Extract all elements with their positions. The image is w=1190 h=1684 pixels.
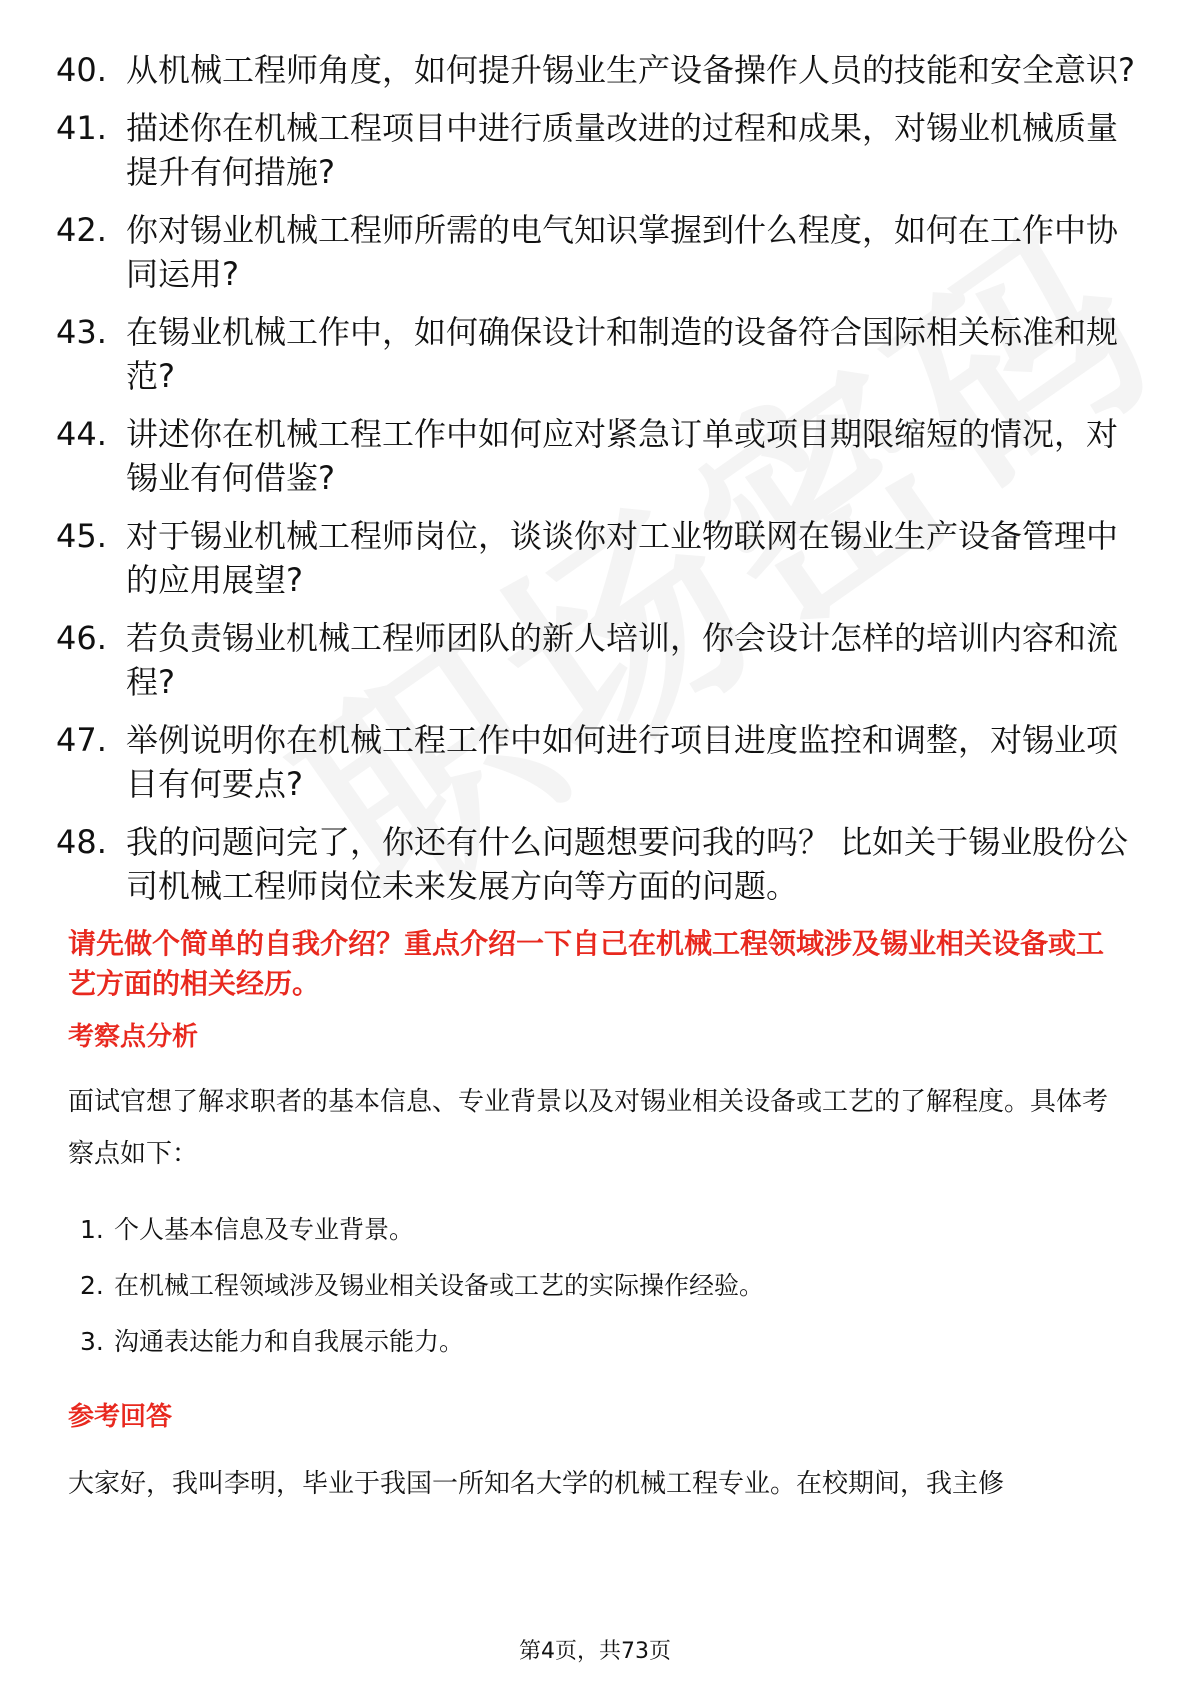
question-text: 你对锡业机械工程师所需的电气知识掌握到什么程度，如何在工作中协同运用?: [126, 211, 1119, 293]
analysis-points: [80, 1212, 764, 1380]
analysis-heading: 考察点分析: [68, 1022, 199, 1052]
point-text: 在机械工程领域涉及锡业相关设备或工艺的实际操作经验。: [114, 1271, 765, 1300]
question-item: [56, 616, 1136, 704]
question-list: [56, 48, 1136, 922]
question-item: [56, 820, 1136, 908]
point-number: 3.: [80, 1327, 104, 1356]
question-text: 从机械工程师角度，如何提升锡业生产设备操作人员的技能和安全意识?: [126, 51, 1135, 89]
point-number: 2.: [80, 1271, 104, 1300]
question-number: 41.: [56, 109, 107, 147]
question-number: 46.: [56, 619, 107, 657]
question-item: [56, 48, 1136, 92]
page-footer: 第4页，共73页: [519, 1639, 671, 1664]
question-text: 我的问题问完了，你还有什么问题想要问我的吗？ 比如关于锡业股份公司机械工程师岗位未来发展方向等方面的问题。: [126, 823, 1129, 905]
analysis-intro: 面试官想了解求职者的基本信息、专业背景以及对锡业相关设备或工艺的了解程度。具体考察点如下：: [68, 1087, 1109, 1169]
question-item: [56, 514, 1136, 602]
answer-text: 大家好，我叫李明，毕业于我国一所知名大学的机械工程专业。在校期间，我主修: [68, 1469, 1005, 1499]
analysis-point: [80, 1212, 764, 1248]
question-item: [56, 718, 1136, 806]
question-text: 对于锡业机械工程师岗位，谈谈你对工业物联网在锡业生产设备管理中的应用展望?: [126, 517, 1119, 599]
question-text: 举例说明你在机械工程工作中如何进行项目进度监控和调整，对锡业项目有何要点?: [126, 721, 1119, 803]
question-number: 42.: [56, 211, 107, 249]
analysis-point: [80, 1324, 764, 1360]
point-number: 1.: [80, 1215, 104, 1244]
answer-heading: 参考回答: [68, 1402, 173, 1432]
analysis-point: [80, 1268, 764, 1304]
question-text: 描述你在机械工程项目中进行质量改进的过程和成果，对锡业机械质量提升有何措施?: [126, 109, 1119, 191]
question-text: 若负责锡业机械工程师团队的新人培训，你会设计怎样的培训内容和流程?: [126, 619, 1119, 701]
question-text: 在锡业机械工作中，如何确保设计和制造的设备符合国际相关标准和规范?: [126, 313, 1119, 395]
point-text: 沟通表达能力和自我展示能力。: [114, 1327, 465, 1356]
question-number: 45.: [56, 517, 107, 555]
question-number: 43.: [56, 313, 107, 351]
question-number: 47.: [56, 721, 107, 759]
question-number: 44.: [56, 415, 107, 453]
question-number: 48.: [56, 823, 107, 861]
question-item: [56, 106, 1136, 194]
question-text: 讲述你在机械工程工作中如何应对紧急订单或项目期限缩短的情况，对锡业有何借鉴?: [126, 415, 1119, 497]
question-item: [56, 412, 1136, 500]
question-item: [56, 310, 1136, 398]
question-item: [56, 208, 1136, 296]
point-text: 个人基本信息及专业背景。: [114, 1215, 415, 1244]
featured-question: 请先做个简单的自我介绍？重点介绍一下自己在机械工程领域涉及锡业相关设备或工艺方面的相关经历。: [68, 927, 1105, 1000]
question-number: 40.: [56, 51, 107, 89]
